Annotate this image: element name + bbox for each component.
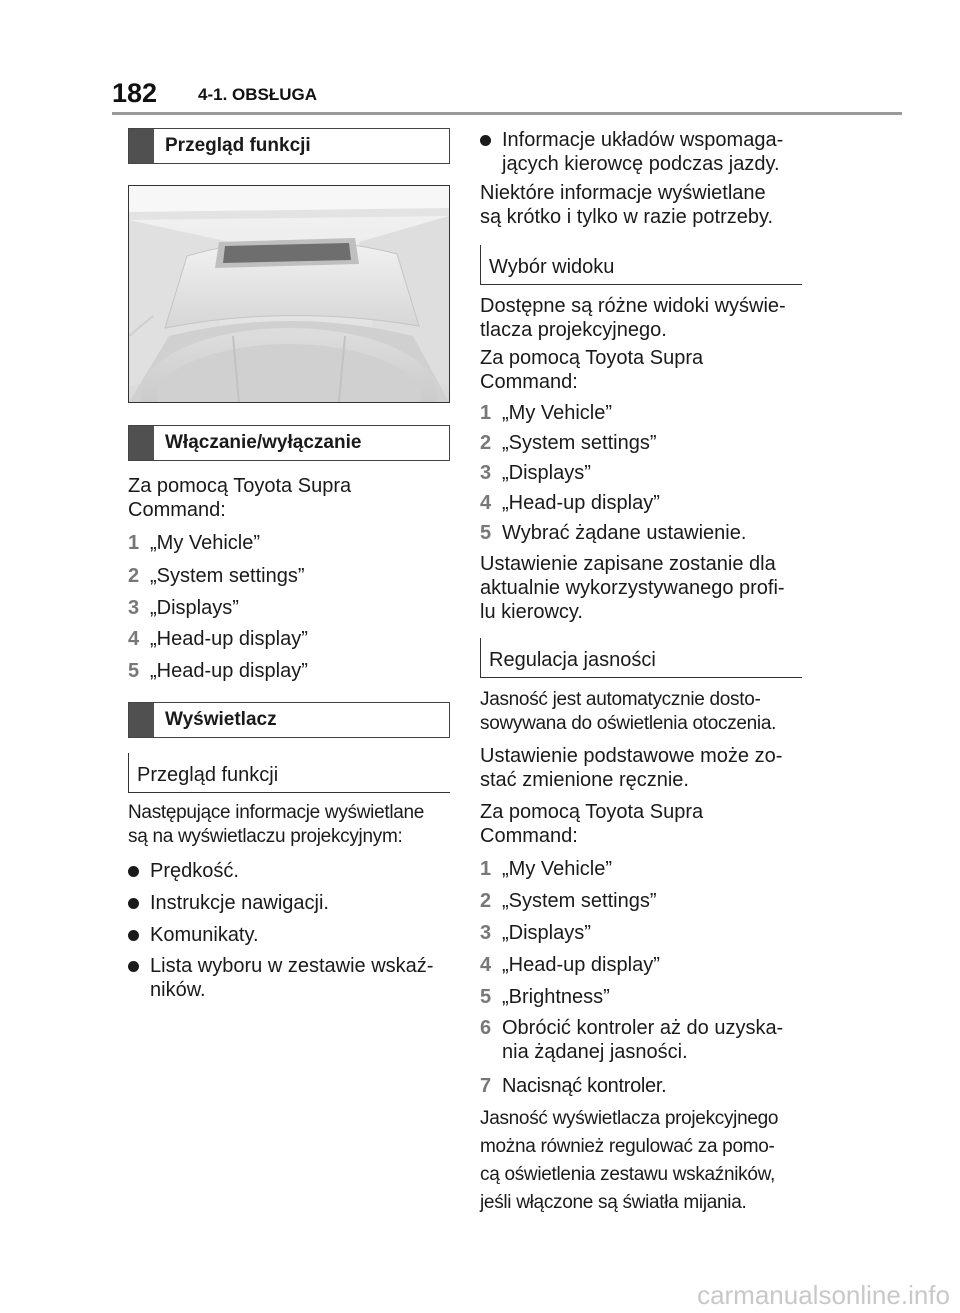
bullet-dot-icon: [128, 930, 139, 941]
bullet-text: [502, 128, 783, 176]
step-text: „Head-up display”: [502, 492, 660, 514]
head-up-display-photo: [128, 185, 450, 403]
chapter-title: 4-1. OBSŁUGA: [198, 85, 318, 104]
manual-text: [480, 744, 802, 792]
bullet-dot-icon: [128, 866, 139, 877]
step-number: 5: [480, 522, 492, 544]
views-line: Dostępne są różne widoki wyświe-: [480, 295, 786, 317]
heading-text: Przegląd funkcji: [165, 135, 311, 156]
step-number: 4: [128, 628, 140, 650]
bullet-line: Lista wyboru w zestawie wskaź-: [150, 955, 434, 977]
bullet-text: Instrukcje nawigacji.: [150, 892, 329, 914]
page-header: [112, 78, 902, 112]
manual-line: Ustawienie podstawowe może zo-: [480, 745, 783, 767]
step-line: nia żądanej jasności.: [502, 1041, 688, 1063]
step-number: 7: [480, 1075, 491, 1097]
views-text: [480, 294, 802, 342]
bullet-line: jących kierowcę podczas jazdy.: [502, 153, 780, 175]
step-text: „Displays”: [502, 922, 591, 944]
intro-line: Command:: [480, 371, 578, 393]
subheading-brightness: [480, 638, 802, 678]
intro-text: [128, 474, 450, 522]
heading-bar: [129, 129, 154, 163]
step-text: „System settings”: [502, 890, 657, 912]
step-number: 5: [480, 986, 492, 1008]
final-line: Jasność wyświetlacza projekcyjnego: [480, 1108, 779, 1129]
intro-line: Za pomocą Toyota Supra: [480, 347, 704, 369]
bullet-item: [480, 128, 802, 178]
intro-line: Command:: [480, 825, 578, 847]
saved-line: Ustawienie zapisane zostanie dla: [480, 553, 776, 575]
manual-line: stać zmienione ręcznie.: [480, 769, 689, 791]
step-text: „System settings”: [150, 565, 305, 587]
step-number: 2: [480, 890, 492, 912]
dashboard-illustration: [129, 186, 449, 402]
bullet-dot-icon: [128, 898, 139, 909]
bullet-text: Prędkość.: [150, 860, 239, 882]
step-text: Nacisnąć kontroler.: [502, 1075, 667, 1097]
step-number: 4: [480, 954, 492, 976]
step-item: [480, 1016, 802, 1066]
intro-line: Command:: [128, 499, 226, 521]
final-line: cą oświetlenia zestawu wskaźników,: [480, 1164, 775, 1185]
info-line: są na wyświetlaczu projekcyjnym:: [128, 826, 403, 847]
step-number: 1: [480, 858, 492, 880]
step-number: 1: [480, 402, 492, 424]
step-number: 3: [480, 922, 492, 944]
note-text: [480, 181, 802, 229]
step-text: Wybrać żądane ustawienie.: [502, 522, 747, 544]
auto-text: [480, 688, 802, 736]
final-line: jeśli włączone są światła mijania.: [480, 1192, 747, 1213]
step-text: „Brightness”: [502, 986, 610, 1008]
bullet-line: ników.: [150, 979, 206, 1001]
bullet-dot-icon: [480, 135, 491, 146]
intro-text: [480, 800, 802, 848]
final-text: [480, 1105, 810, 1217]
saved-text: [480, 552, 802, 624]
step-text: „Head-up display”: [502, 954, 660, 976]
bullet-text: Komunikaty.: [150, 924, 259, 946]
auto-line: sowywana do oświetlenia otoczenia.: [480, 713, 777, 734]
bullet-item: [128, 954, 450, 1004]
step-number: 3: [480, 462, 492, 484]
intro-line: Za pomocą Toyota Supra: [128, 475, 352, 497]
step-number: 3: [128, 597, 140, 619]
step-text: „Displays”: [502, 462, 591, 484]
step-text: „System settings”: [502, 432, 657, 454]
views-line: tlacza projekcyjnego.: [480, 319, 667, 341]
step-text: „My Vehicle”: [150, 532, 261, 554]
header-divider: [112, 112, 902, 115]
heading-bar: [129, 703, 154, 737]
step-number: 4: [480, 492, 492, 514]
step-text: „My Vehicle”: [502, 858, 613, 880]
step-text: „Head-up display”: [150, 660, 308, 682]
step-number: 2: [480, 432, 492, 454]
step-text: „Head-up display”: [150, 628, 308, 650]
step-number: 5: [128, 660, 140, 682]
subheading-view-selection: [480, 245, 802, 285]
bullet-text: [150, 954, 433, 1002]
watermark: carmanualsonline.info: [697, 1280, 950, 1310]
saved-line: lu kierowcy.: [480, 601, 583, 623]
step-number: 1: [128, 532, 140, 554]
heading-text: Włączanie/wyłączanie: [165, 432, 362, 453]
info-line: Następujące informacje wyświetlane: [128, 802, 425, 823]
subheading-text: Wybór widoku: [489, 256, 615, 278]
subheading-text: Przegląd funkcji: [137, 764, 279, 786]
intro-text: [480, 346, 802, 394]
step-text: „Displays”: [150, 597, 239, 619]
bullet-dot-icon: [128, 961, 139, 972]
page-number: 182: [112, 78, 158, 108]
bullet-line: Informacje układów wspomaga-: [502, 129, 784, 151]
final-line: można również regulować za pomo-: [480, 1136, 775, 1157]
subheading-function-overview: [128, 753, 450, 793]
heading-text: Wyświetlacz: [165, 709, 277, 730]
step-text: „My Vehicle”: [502, 402, 613, 424]
step-number: 6: [480, 1017, 492, 1039]
info-text: [128, 801, 458, 849]
subheading-text: Regulacja jasności: [489, 649, 656, 671]
saved-line: aktualnie wykorzystywanego profi-: [480, 577, 785, 599]
heading-bar: [129, 426, 154, 460]
heading-on-off: [128, 425, 450, 461]
heading-function-overview: [128, 128, 450, 164]
step-text: [502, 1016, 783, 1064]
note-line: są krótko i tylko w razie potrzeby.: [480, 206, 774, 228]
intro-line: Za pomocą Toyota Supra: [480, 801, 704, 823]
step-number: 2: [128, 565, 140, 587]
note-line: Niektóre informacje wyświetlane: [480, 182, 766, 204]
step-line: Obrócić kontroler aż do uzyska-: [502, 1017, 784, 1039]
auto-line: Jasność jest automatycznie dosto-: [480, 689, 761, 710]
heading-display: [128, 702, 450, 738]
